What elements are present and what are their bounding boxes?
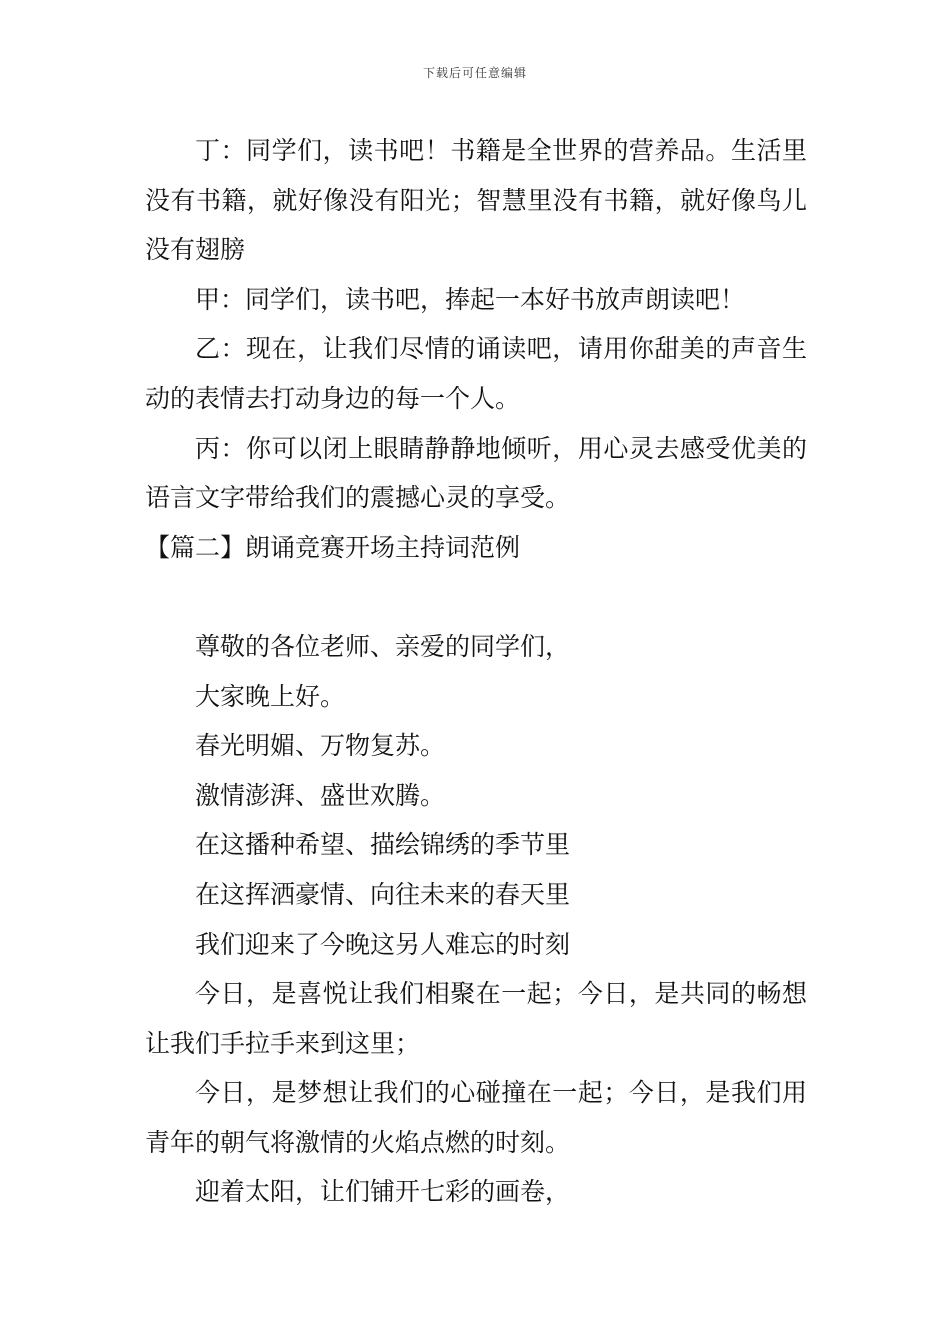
page-header: 下载后可任意编辑: [422, 66, 527, 80]
speech-line: 我们迎来了今晚这另人难忘的时刻: [195, 929, 571, 959]
speech-paragraph: 今日，是梦想让我们的心碰撞在一起；今日，是我们用青年的朝气将激情的火焰点燃的时刻。: [145, 1078, 807, 1157]
speech-paragraph: 今日，是喜悦让我们相聚在一起；今日，是共同的畅想让我们手拉手来到这里；: [145, 979, 807, 1058]
speech-line: 激情澎湃、盛世欢腾。: [195, 780, 446, 810]
speech-line: 迎着太阳，让们铺开七彩的画卷，: [195, 1177, 571, 1207]
document-body: [145, 126, 807, 1217]
section-heading: 【篇二】朗诵竞赛开场主持词范例: [145, 532, 521, 562]
paragraph-bing: 丙：你可以闭上眼睛静静地倾听，用心灵去感受优美的语言文字带给我们的震撼心灵的享受。: [145, 433, 807, 513]
blank-line: [145, 572, 807, 622]
paragraph-ding: 丁：同学们，读书吧！书籍是全世界的营养品。生活里没有书籍，就好像没有阳光；智慧里没有书籍，就好像鸟儿没有翅膀: [145, 136, 807, 265]
speech-line: 在这挥洒豪情、向往未来的春天里: [195, 879, 571, 909]
speech-line: 在这播种希望、描绘锦绣的季节里: [195, 830, 571, 860]
speech-line: 大家晚上好。: [195, 681, 346, 711]
speech-line: 春光明媚、万物复苏。: [195, 731, 446, 761]
paragraph-jia: 甲：同学们，读书吧，捧起一本好书放声朗读吧！: [195, 284, 746, 314]
paragraph-yi: 乙：现在，让我们尽情的诵读吧，请用你甜美的声音生动的表情去打动身边的每一个人。: [145, 334, 807, 413]
speech-line: 尊敬的各位老师、亲爱的同学们，: [195, 631, 571, 661]
